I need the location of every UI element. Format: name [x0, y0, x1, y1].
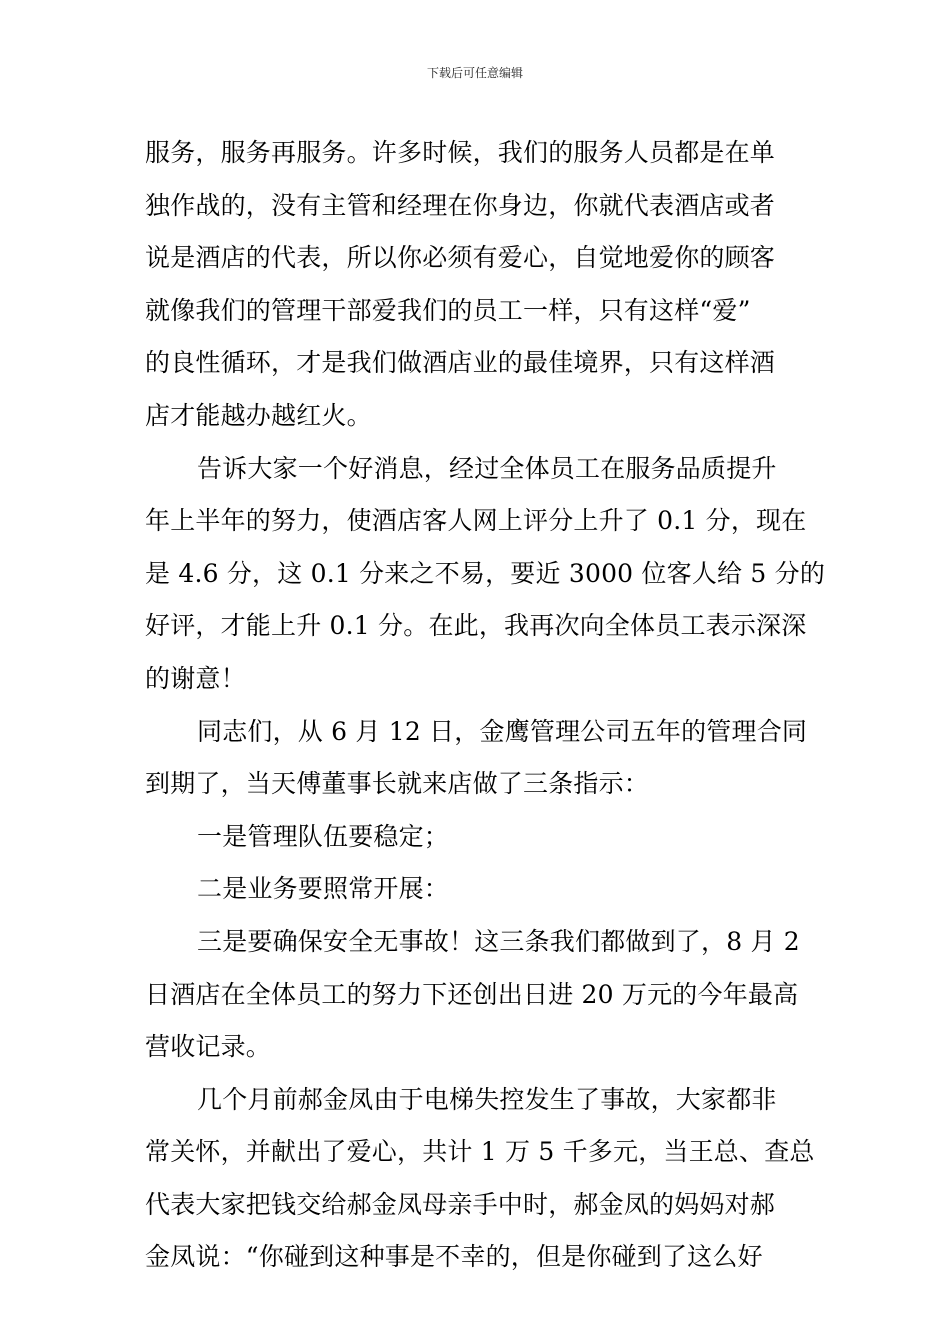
text-line: 的良性循环，才是我们做酒店业的最佳境界，只有这样酒	[145, 348, 776, 378]
paragraph-start-line: 二是业务要照常开展：	[197, 874, 450, 904]
document-body	[145, 127, 826, 1284]
paragraph-start-line: 告诉大家一个好消息，经过全体员工在服务品质提升	[197, 453, 777, 483]
paragraph-start-line: 几个月前郝金凤由于电梯失控发生了事故，大家都非	[197, 1084, 777, 1114]
text-line: 代表大家把钱交给郝金凤母亲手中时，郝金凤的妈妈对郝	[145, 1189, 776, 1219]
paragraph-start-line: 同志们，从 6 月 12 日，金鹰管理公司五年的管理合同	[197, 716, 808, 746]
text-line: 日酒店在全体员工的努力下还创出日进 20 万元的今年最高	[145, 979, 799, 1009]
page-header: 下载后可任意编辑	[426, 66, 523, 80]
text-line: 营收记录。	[145, 1032, 272, 1062]
text-line: 独作战的，没有主管和经理在你身边，你就代表酒店或者	[145, 190, 776, 220]
text-line: 是 4.6 分，这 0.1 分来之不易，要近 3000 位客人给 5 分的	[145, 558, 826, 588]
text-line: 金凤说：“你碰到这种事是不幸的，但是你碰到了这么好	[145, 1242, 763, 1272]
text-line: 年上半年的努力，使酒店客人网上评分上升了 0.1 分，现在	[145, 506, 807, 536]
text-line: 好评，才能上升 0.1 分。在此，我再次向全体员工表示深深	[145, 611, 807, 641]
text-line: 店才能越办越红火。	[145, 400, 372, 430]
paragraph-start-line: 三是要确保安全无事故！这三条我们都做到了，8 月 2	[197, 926, 800, 956]
paragraph-start-line: 一是管理队伍要稳定；	[197, 821, 450, 851]
text-line: 说是酒店的代表，所以你必须有爱心，自觉地爱你的顾客	[145, 243, 776, 273]
text-line: 常关怀，并献出了爱心，共计 1 万 5 千多元，当王总、查总	[145, 1137, 815, 1167]
text-line: 服务，服务再服务。许多时候，我们的服务人员都是在单	[145, 138, 776, 167]
text-line: 到期了，当天傅董事长就来店做了三条指示：	[145, 769, 650, 799]
text-line: 就像我们的管理干部爱我们的员工一样，只有这样“爱”	[145, 295, 751, 325]
text-line: 的谢意！	[145, 663, 246, 693]
